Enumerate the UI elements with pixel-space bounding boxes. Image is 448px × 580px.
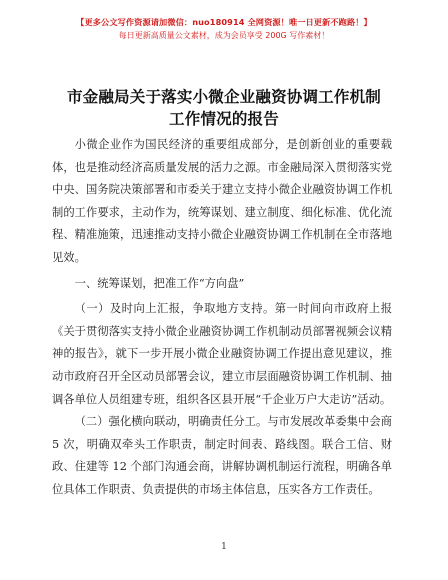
section-heading-1: 一、统筹谋划，把准工作“方向盘” [74, 276, 245, 290]
document-title [40, 86, 408, 130]
subsection-paragraph-1: （一）及时向上汇报，争取地方支持。第一时间向市政府上报《关于贯彻落实支持小微企业融资协调工作机制动员部署视频会议精神的报告》，就下一步开展小微企业融资协调工作提出意见建议，推动市政府召开全区动员部署会议，建立市层面融资协调工作机制、抽调各单位人员组建专班，组织各区县开展“千企业万户大走访”活动。 [52, 302, 392, 406]
page-number: 1 [221, 542, 227, 552]
title-line-1: 市金融局关于落实小微企业融资协调工作机制 [66, 88, 381, 106]
promo-banner [0, 16, 448, 42]
promo-line-2: 每日更新高质量公文素材，成为会员享受 200G 写作素材！ [118, 31, 330, 40]
intro-paragraph: 小微企业作为国民经济的重要组成部分，是创新创业的重要载体，也是推动经济高质量发展的活力之源。市金融局深入贯彻落实党中央、国务院决策部署和市委关于建立支持小微企业融资协调工作机制的工作要求，主动作为，统筹谋划、建立制度、细化标准、优化流程、精准施策，迅速推动支持小微企业融资协调工作机制在全市落地见效。 [52, 138, 392, 264]
document-body [52, 134, 392, 502]
subsection-paragraph-2: （二）强化横向联动，明确责任分工。与市发展改革委集中会商 5 次，明确双牵头工作职责，制定时间表、路线图。联合工信、财政、住建等 12 个部门沟通会商，讲解协调机制运行流程，明确各单位具体工作职责、负责提供的市场主体信息，压实各方工作责任。 [52, 415, 392, 496]
promo-line-1: 【更多公文写作资源请加微信：nuo180914 全网资源！唯一日更新不跑路！】 [76, 17, 372, 27]
title-line-2: 工作情况的报告 [169, 110, 279, 128]
